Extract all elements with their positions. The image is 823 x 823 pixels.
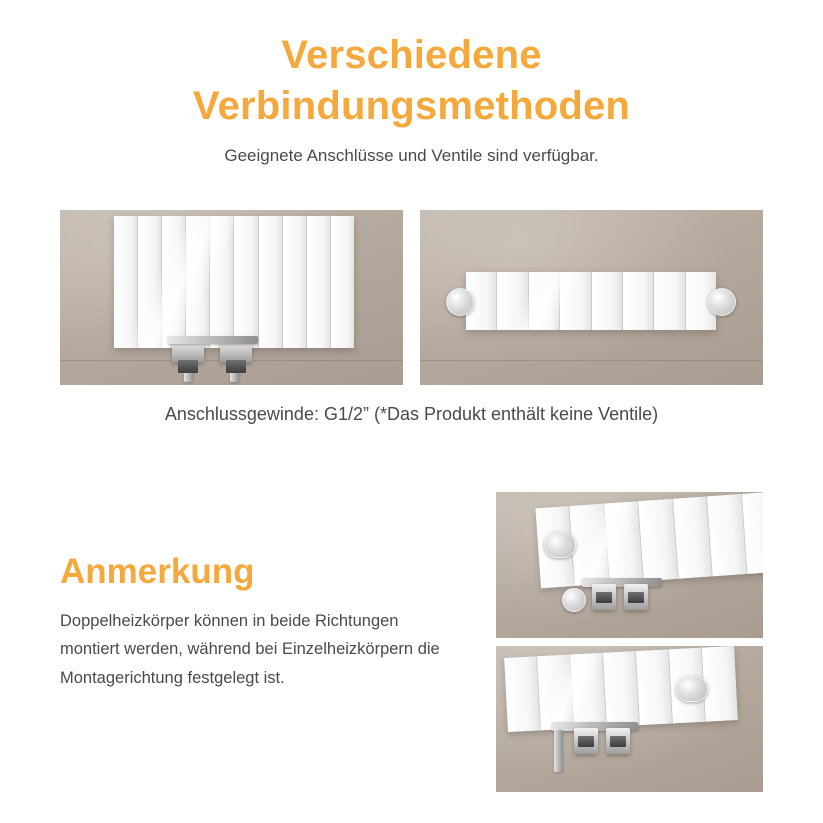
valve-knob-right (226, 360, 246, 373)
radiator-fins (114, 216, 354, 348)
page-subtitle: Geeignete Anschlüsse und Ventile sind verfügbar. (224, 146, 599, 165)
note-body: Doppelheizkörper können in beide Richtungen montiert werden, während bei Einzelheizkörpern die Montagerichtung festgelegt ist. (60, 612, 440, 687)
radiator-fins (466, 272, 716, 330)
wall-bracket-right (676, 676, 708, 702)
valve-knob-right (628, 592, 644, 603)
wall-bracket-left (446, 288, 474, 316)
valve-knob-left (178, 360, 198, 373)
radiator-body (114, 216, 354, 348)
radiator-body (466, 272, 716, 330)
page-title-line-1: Verschiedene (281, 33, 542, 77)
photo-vertical-radiator-bottom-valve (60, 210, 403, 385)
valve-knob-right (610, 736, 626, 747)
wall-bracket-left (544, 532, 576, 558)
valve-pipe-left (554, 730, 563, 772)
photo-radiator-corner-valve-left (496, 492, 763, 638)
valve-knob-left (578, 736, 594, 747)
photo-horizontal-radiator-side-brackets (420, 210, 763, 385)
wall-bracket-right (708, 288, 736, 316)
page-title-line-2: Verbindungsmethoden (192, 84, 631, 129)
photo-radiator-corner-valve-right (496, 646, 763, 792)
note-title: Anmerkung (60, 552, 255, 591)
page-title (0, 30, 823, 132)
connection-thread-caption: Anschlussgewinde: G1/2” (*Das Produkt enthält keine Ventile) (164, 404, 659, 424)
valve-crossbar (168, 336, 258, 344)
photo-floor-line (420, 360, 763, 361)
valve-cap (562, 588, 586, 612)
valve-knob-left (596, 592, 612, 603)
